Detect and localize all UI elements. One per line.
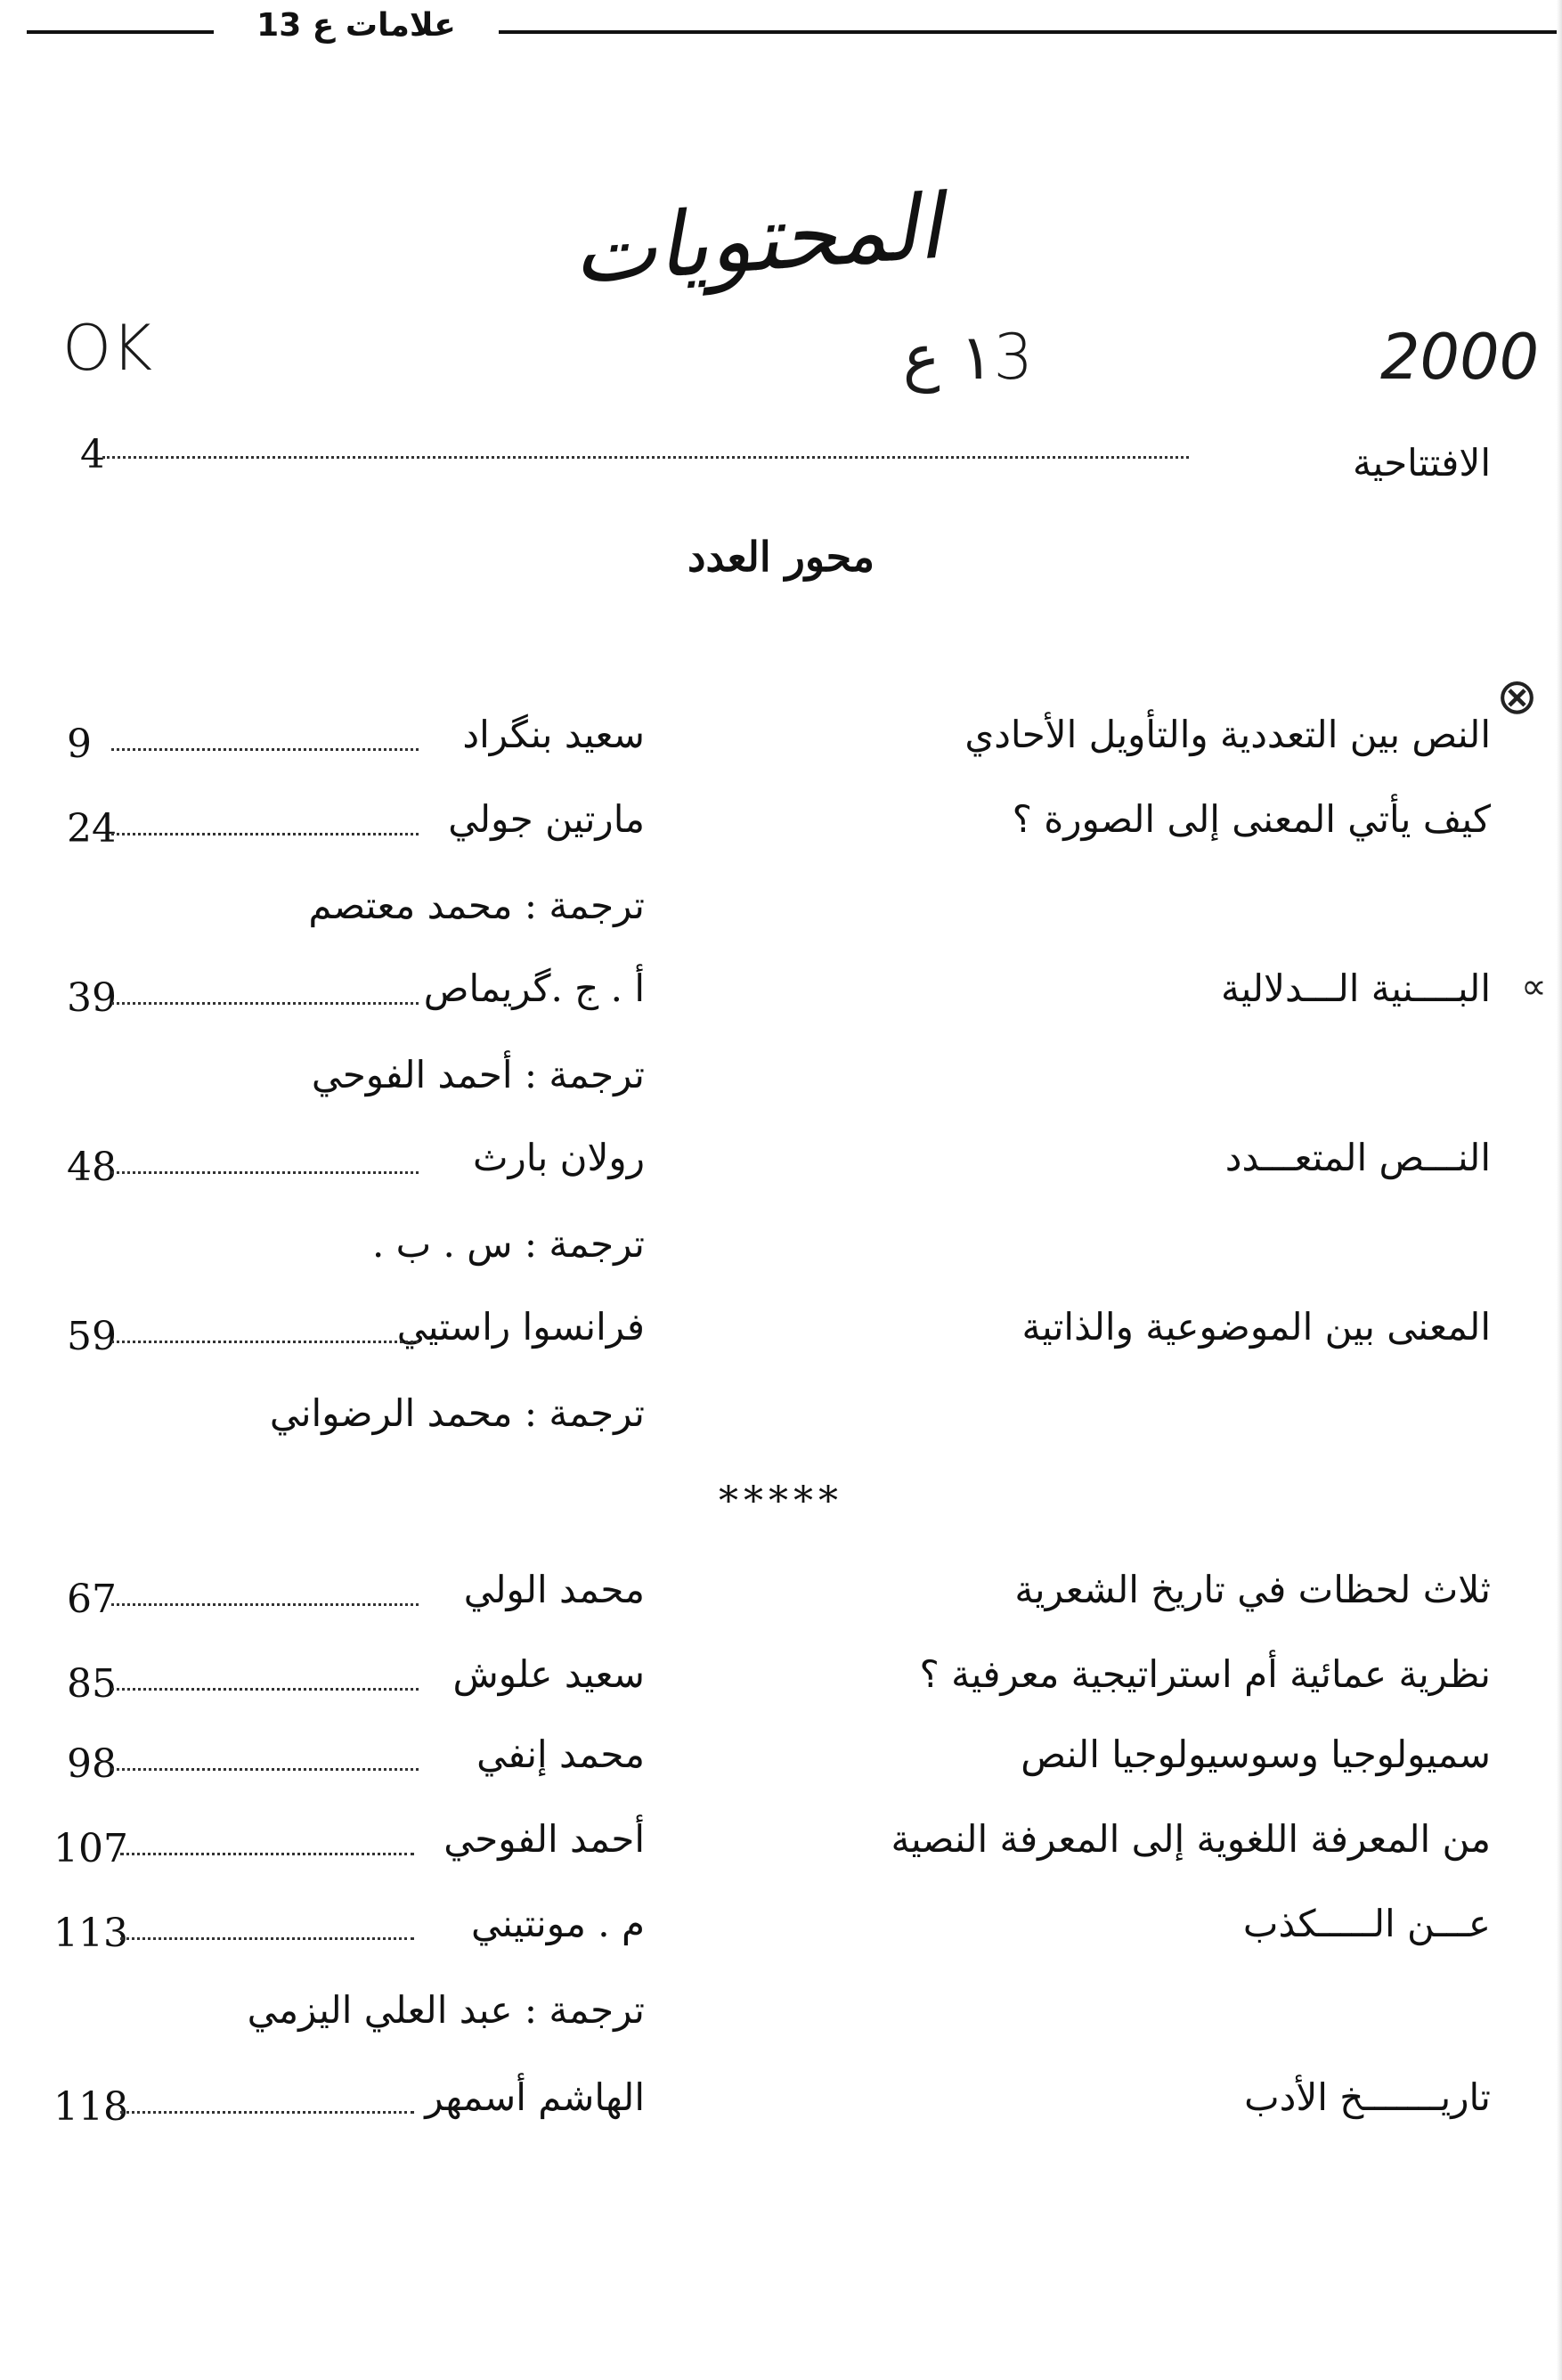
entry-leader <box>120 1853 414 1855</box>
entry-page: 39 <box>67 975 117 1021</box>
entry-title: النص بين التعددية والتأويل الأحادي <box>964 713 1491 756</box>
entry-leader <box>111 1171 419 1174</box>
entry-author: مارتين جولي <box>448 797 645 841</box>
entry-title: عـــن الـــــكذب <box>1242 1902 1491 1945</box>
section-title: محور العدد <box>687 533 875 581</box>
entry-leader <box>111 748 419 751</box>
entry-title: من المعرفة اللغوية إلى المعرفة النصية <box>891 1817 1491 1861</box>
entry-title: البــــنية الـــدلالية <box>1221 966 1491 1010</box>
entry-page: 113 <box>53 1911 128 1956</box>
entry-title: النـــص المتعـــدد <box>1224 1136 1491 1179</box>
entry-leader <box>111 1688 419 1691</box>
entry-page: 118 <box>53 2084 128 2130</box>
editorial-label: الافتتاحية <box>1353 441 1491 485</box>
entry-title: كيف يأتي المعنى إلى الصورة ؟ <box>1012 797 1491 841</box>
entry-author: محمد الولي <box>463 1568 645 1611</box>
entry-leader <box>111 833 419 835</box>
margin-curl-mark: ∝ <box>1521 966 1547 1007</box>
entry-title: تاريـــــــخ الأدب <box>1244 2075 1491 2119</box>
entry-translator: ترجمة : محمد معتصم <box>308 884 645 927</box>
margin-cross-mark: ⊗ <box>1496 668 1538 726</box>
entry-translator: ترجمة : عبد العلي اليزمي <box>247 1988 645 2032</box>
entry-author: محمد إنفي <box>476 1732 645 1776</box>
page-title: المحتويات <box>568 174 946 305</box>
editorial-page: 4 <box>80 432 105 477</box>
header-rule-right <box>499 30 1562 34</box>
header-rule-left <box>27 30 214 34</box>
editorial-leader <box>102 456 1189 459</box>
entry-leader <box>111 1768 419 1771</box>
entry-title: نظرية عمائية أم استراتيجية معرفية ؟ <box>919 1652 1491 1696</box>
entry-page: 9 <box>67 721 92 767</box>
entry-translator: ترجمة : محمد الرضواني <box>269 1391 645 1435</box>
entry-author: سعيد علوش <box>452 1652 645 1696</box>
entry-author: رولان بارث <box>472 1136 645 1179</box>
entry-author: أ . ج .گريماص <box>423 966 645 1010</box>
section-divider: ***** <box>719 1479 843 1524</box>
handwritten-issue: ١3 ع <box>902 321 1033 394</box>
running-header: علامات ع 13 <box>214 7 499 52</box>
entry-author: الهاشم أسمهر <box>425 2075 645 2119</box>
entry-title: ثلاث لحظات في تاريخ الشعرية <box>1014 1568 1491 1611</box>
entry-page: 67 <box>67 1577 117 1622</box>
entry-translator: ترجمة : س . ب . <box>371 1222 645 1266</box>
entry-author: م . مونتيني <box>471 1902 645 1945</box>
entry-page: 59 <box>67 1314 117 1359</box>
entry-page: 85 <box>67 1661 117 1707</box>
handwritten-ok: OK <box>62 312 153 385</box>
entry-title: سميولوجيا وسوسيولوجيا النص <box>1021 1732 1491 1776</box>
entry-author: سعيد بنگراد <box>462 713 645 756</box>
entry-page: 107 <box>53 1826 128 1871</box>
entry-title: المعنى بين الموضوعية والذاتية <box>1021 1305 1491 1349</box>
entry-page: 98 <box>67 1741 117 1787</box>
entry-leader <box>120 2111 414 2114</box>
entry-leader <box>111 1002 419 1005</box>
entry-leader <box>120 1937 414 1940</box>
handwritten-year: 2000 <box>1380 321 1540 394</box>
entry-author: فرانسوا راستيي <box>396 1305 645 1349</box>
entry-translator: ترجمة : أحمد الفوحي <box>311 1053 645 1096</box>
entry-page: 48 <box>67 1145 117 1190</box>
entry-page: 24 <box>67 806 117 852</box>
entry-leader <box>111 1341 419 1343</box>
entry-author: أحمد الفوحي <box>443 1817 645 1861</box>
scan-edge <box>1557 0 1562 2380</box>
entry-leader <box>111 1603 419 1606</box>
